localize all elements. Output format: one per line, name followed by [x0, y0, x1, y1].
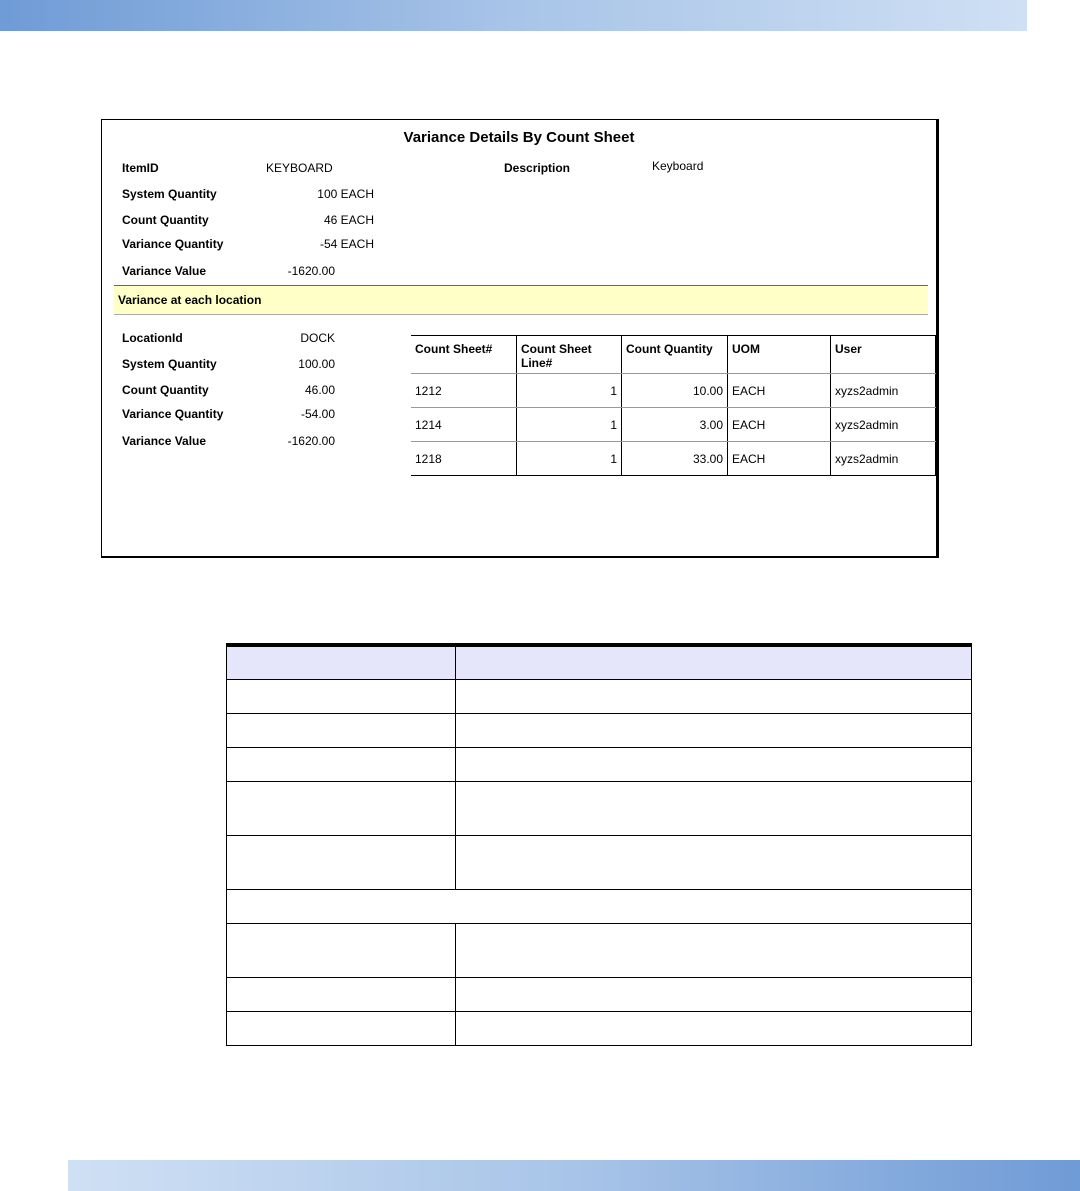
grid-row [227, 1012, 972, 1046]
col-uom: UOM [728, 336, 831, 374]
locationid-value: DOCK [300, 331, 335, 345]
cell-line: 1 [517, 408, 622, 442]
col-user: User [831, 336, 936, 374]
grid-header-row [227, 645, 972, 680]
variance-report [101, 119, 939, 558]
grid-header-cell [227, 645, 456, 680]
grid-cell [227, 978, 456, 1012]
cell-uom: EACH [728, 408, 831, 442]
grid-cell [456, 836, 972, 890]
item-count-qty-label: Count Quantity [122, 213, 209, 227]
grid-row [227, 978, 972, 1012]
cell-line: 1 [517, 374, 622, 408]
cell-uom: EACH [728, 442, 831, 476]
report-title: Variance Details By Count Sheet [403, 129, 635, 146]
grid-cell [456, 924, 972, 978]
col-count-sheet: Count Sheet# [411, 336, 517, 374]
location-band [114, 285, 928, 315]
grid-cell [456, 1012, 972, 1046]
cell-line: 1 [517, 442, 622, 476]
description-grid [226, 643, 972, 1046]
loc-variance-qty-value: -54.00 [300, 407, 335, 421]
grid-section-row [227, 890, 972, 924]
item-variance-value-value: -1620.00 [287, 264, 335, 278]
itemid-label: ItemID [122, 161, 159, 175]
grid-row [227, 782, 972, 836]
cell-uom: EACH [728, 374, 831, 408]
grid-cell [456, 978, 972, 1012]
cell-user: xyzs2admin [831, 408, 936, 442]
grid-cell [227, 748, 456, 782]
grid-row [227, 748, 972, 782]
col-count-sheet-line: Count Sheet Line# [517, 336, 622, 374]
item-variance-qty-label: Variance Quantity [122, 237, 224, 251]
grid-cell [456, 782, 972, 836]
location-band-label: Variance at each location [118, 293, 262, 307]
item-system-qty-value: 100 EACH [317, 187, 374, 201]
grid-cell [456, 680, 972, 714]
grid-cell [456, 748, 972, 782]
item-system-qty-label: System Quantity [122, 187, 217, 201]
grid-row [227, 680, 972, 714]
item-count-qty-value: 46 EACH [323, 213, 374, 227]
loc-count-qty-label: Count Quantity [122, 383, 209, 397]
loc-system-qty-label: System Quantity [122, 357, 217, 371]
cell-user: xyzs2admin [831, 374, 936, 408]
grid-cell [456, 714, 972, 748]
description-value: Keyboard [652, 159, 704, 173]
itemid-value: KEYBOARD [266, 161, 333, 175]
table-row [411, 374, 936, 408]
loc-variance-qty-label: Variance Quantity [122, 407, 224, 421]
cell-quantity: 3.00 [622, 408, 728, 442]
header-band [0, 0, 1027, 31]
grid-row [227, 924, 972, 978]
count-table-header-row [411, 336, 936, 374]
grid-cell [227, 924, 456, 978]
loc-system-qty-value: 100.00 [298, 357, 335, 371]
footer-band [68, 1160, 1080, 1191]
col-count-quantity: Count Quantity [622, 336, 728, 374]
grid-header-cell [456, 645, 972, 680]
description-label: Description [504, 161, 571, 175]
cell-user: xyzs2admin [831, 442, 936, 476]
locationid-label: LocationId [122, 331, 183, 345]
count-sheet-table [411, 335, 936, 476]
cell-count-sheet: 1218 [411, 442, 517, 476]
grid-section-cell [227, 890, 972, 924]
grid-cell [227, 680, 456, 714]
loc-variance-value-value: -1620.00 [287, 434, 335, 448]
grid-cell [227, 836, 456, 890]
loc-count-qty-value: 46.00 [304, 383, 335, 397]
table-row [411, 442, 936, 476]
grid-row [227, 836, 972, 890]
grid-cell [227, 1012, 456, 1046]
item-variance-value-label: Variance Value [122, 264, 207, 278]
grid-cell [227, 714, 456, 748]
cell-quantity: 10.00 [622, 374, 728, 408]
grid-row [227, 714, 972, 748]
cell-count-sheet: 1214 [411, 408, 517, 442]
cell-count-sheet: 1212 [411, 374, 517, 408]
loc-variance-value-label: Variance Value [122, 434, 207, 448]
table-row [411, 408, 936, 442]
cell-quantity: 33.00 [622, 442, 728, 476]
grid-cell [227, 782, 456, 836]
item-variance-qty-value: -54 EACH [319, 237, 374, 251]
